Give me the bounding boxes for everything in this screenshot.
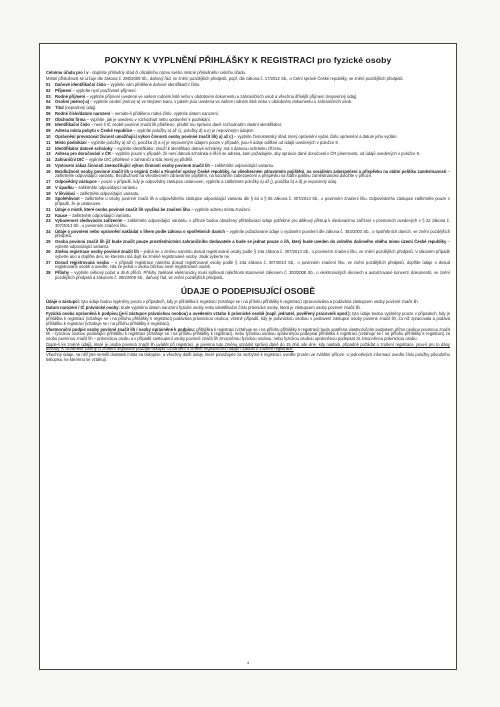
item-label: Rodné příjmení [55,93,86,99]
item-label: Změna registrace osoby povinné značit lih [55,249,139,255]
item-number: 23 [46,218,51,224]
signatory-paragraph-text: přihláška k registraci (vztahuje se i na přílohu přihlášky k registraci) bude opatřena vlastnoručním podpisem přímo osobou povinnou značit lih – fyzickou osobou podávající přihlášku k registraci (vztahuje se i na přílohu přihlášky k registraci), nebo fyzickou osobou oprávněnou podepsat přihlášku k registraci (vztahuje se i na přílohu přihlášky k registraci) za osobu povinnou značit lih – právnickou osobu a v případě zastoupení osoby povinné značit lih zmocněnou fyzickou osobou, nebo fyzickou osobou oprávněnou podepsat za zmocněnou právnickou osobu. [46,326,450,341]
signatory-paragraph [46,312,450,326]
intro-paragraph [46,71,450,76]
signatory-section [46,300,450,362]
item-number: 16 [46,168,51,174]
signatory-paragraph-text: tyto údaje budou vyplněny pouze v případech, kdy je přihláška k registraci (vztahuje se i na přílohu přihlášky k registraci) zpracovávána a podávána zástupcem osoby povinné značit lih. [80,299,419,305]
item-label: Příjmení [55,87,72,93]
item-number: 04 [46,99,51,105]
item-number: 20 [46,196,51,202]
item-number: 02 [46,87,51,93]
item-text: – jedná se o změnu namísto dosud registrované osoby podle § 24a zákona č. 307/2013 Sb., o povinném značení lihu, ve znění pozdějších předpisů. V takovém případě vyberte ano a doplňte den, ke kterému má dojít ke změně registrované osoby. Jinak vyberte ne. [55,249,450,260]
instruction-item [46,271,450,280]
instruction-item [46,170,450,179]
item-text: – není-li IČ osobě povinné značit lih přiděleno, předtiť mu správce daně rozhodnutím vlastní identifikátor. [89,122,283,128]
item-number: 18 [46,184,51,190]
intro-paragraph-text: Místní příslušnost se určuje dle zákona č. 280/2009 Sb., daňový řád, ve znění pozdějších předpisů, popř. dle zákona č. 17/2012 Sb., o Celní správě České republiky, ve znění pozdějších předpisů. [46,75,404,81]
item-text: – vyplníte živnostenský úřad, který oprávnění vydal, číslo oprávnění a datum jeho vydání. [232,134,398,139]
item-label: Osobní jméno(-a) [55,99,90,105]
item-text: – vyplníte požadované údaje o vydaném povolení dle zákona č. 353/2003 Sb., o spotřebních daních, ve znění pozdějších předpisů. [55,228,450,239]
item-text: – vyplníte nyní používané příjmení. [71,87,137,93]
item-body [55,230,450,239]
item-text: – vyplníte, jak je uvedeno v rozhodnutí nebo oprávnění k podnikání. [85,116,211,122]
item-label: V úpadku [55,184,74,190]
item-body [55,240,450,249]
item-label: Kauce [55,212,68,218]
item-number: 25 [46,239,51,245]
item-text: (nepovinný údaj). [63,105,97,111]
item-text: – vyplníte vám přidělené daňové identifikační číslo. [105,81,201,87]
item-number: 22 [46,212,51,218]
item-label: Přílohy [55,270,70,276]
signatory-paragraph [46,328,450,342]
item-label: Místo podnikání [55,139,87,145]
signatory-paragraph-label: Datum narození / IČ právnické osoby: [46,305,120,311]
item-text: – zaškrtněte odpovídající variantu. Bezdlužnost na všeobecném zdravotním pojištění, na sociálním zabezpečení a příspěvku na státní politiku zaměstnanosti doložíte v příloze. [55,168,450,179]
item-text: – zaškrtněte odpovídající variantu. [73,184,138,190]
item-number: 21 [46,206,51,212]
item-label: Rodné číslo/datum narození [55,110,111,116]
item-label: Adresa místa pobytu v České republice [55,128,133,134]
item-label: Adresa pro doručování v ČR [55,151,111,157]
item-text: – vyplníte položky a) až c), položka d) a e) je nepovinným údajem pouze v případě, jsou-li údaje odlišné od údajů uvedených v položce 9. [86,139,339,145]
instruction-list [46,83,450,280]
item-number: 07 [46,116,51,122]
page-number: 4 [246,661,250,665]
item-number: 14 [46,157,51,163]
item-body [55,250,450,259]
item-body [55,261,450,270]
item-text: – vyplníte celkový počet a druh příloh. Přílohy zasílané elektronicky musí splňovat náležitosti stanovené zákonem č. 300/2008 Sb., o elektronických úkonech a autorizované konverzi dokumentů, ve znění pozdějších předpisů a zákonem č. 280/2009 Sb., daňový řád, ve znění pozdějších předpisů. [55,270,450,280]
item-text: – vyplníte osobní jméno(-a) ve stejném tvaru, v jakém jsou uvedena ve vašem rodném listě nebo v obdobném dokumentu u zahraničních osob. [89,99,353,105]
signatory-paragraph-label: Údaje o zástupci: [46,299,81,305]
item-label: Dosud registrovaná osoba [55,259,109,265]
item-number: 12 [46,145,51,151]
item-text: – pouze v případě, kdy je odpovědný zástupce ustanoven, vyplníte a zaškrtnete položky a) až j), položka b) a d) je nepovinný údaj. [96,179,337,185]
item-text: – vyplníte identifikátor, slouží k identifikaci datové schránky, má 4 datovou schránku zřízenu. [112,145,283,151]
item-label: Obchodní firma [55,116,86,122]
instruction-item [46,100,450,105]
item-label: Titul [55,105,64,111]
section-title-signatory: ÚDAJE O PODEPISUJÍCÍ OSOBĚ [180,286,316,297]
instruction-item [46,261,450,270]
item-text: – vyplníte pouze v případě, že není datová schránka a liší-li se adresa, kam požadujete, aby správce daně doručoval v ČR písemnosti, od údajů uvedených v položce 9. [110,151,421,157]
item-label: Spolehlivost [55,196,80,202]
item-label: Identifikační číslo [55,122,90,128]
signatory-paragraph-text: tyto údaje budou vyplněny pouze v případech, kdy je přihláška k registraci (vztahuje se i na přílohu přihlášky k registraci) podávána právnickou osobou, včetně případů, kdy je právnickou osobou v postavení zástupce osoby povinné značit lih, za níž zpracovala a podává přihlášku k registraci (vztahuje se i na přílohu přihlášky k registraci). [46,311,450,326]
item-number: 15 [46,162,51,168]
signatory-paragraph-underlined: Dojde-li ke změně údajů, které je osoba povinná značit lih uvádět při registraci, je povinna tuto změnu oznámit správci daně do 15 dnů ode dne, kdy nastala, případně požádat o zrušení registrace, jsou-li pro to dány důvody. K oznámení změny či zrušení registrace použijte tiskopis Oznámení o změně registračních údajů / Žádost o zrušení registrace. [46,341,450,352]
item-label: Osoba povinná značit lih již bude značit pouze prostřednictvím zahraničního dodavatele a bude se jednat pouze o lih, který bude uveden do volného daňového oběhu mimo území České republiky [55,239,447,245]
item-number: 09 [46,128,51,134]
item-label: Údaje o povolení nebo oprávnění nakládat s lihem podle zákona o spotřebních daních [55,228,226,234]
item-text: – vyplníte DIČ přidělené v zahraničí a stát, který jej přidělil. [84,157,193,163]
instruction-item [46,230,450,239]
item-number: 17 [46,179,51,185]
item-number: 26 [46,249,51,255]
signatory-paragraph [46,343,450,352]
intro-section [46,71,450,82]
item-text: – zaškrtněte odpovídající variantu. [209,162,275,168]
item-number: 24 [46,228,51,234]
item-label: Odpovědný zástupce [55,179,97,185]
item-body [55,271,450,280]
item-number: 13 [46,151,51,157]
item-number: 03 [46,93,51,99]
intro-paragraph [46,77,450,82]
item-number: 11 [46,139,51,145]
item-number: 01 [46,81,51,87]
instruction-item [46,197,450,206]
item-number: 28 [46,270,51,276]
signatory-paragraph-label: Vlastnoruční podpis osoby povinné značit lih / osoby oprávněné k podpisu: [46,326,196,332]
item-label: Oprávnění provozovat živnost umožňující výkon činnosti osoby povinné značit lih) a) až c) [55,134,233,139]
signatory-paragraph-label: Fyzická osoba oprávněná k podpisu (je-li zástupce právnickou osobou) a uvedením vztahu k právnické osobě (např. jednatel, pověřený pracovník apod.): [46,311,351,317]
item-body [55,170,450,179]
item-body [55,219,450,228]
item-label: Údaje o místě, které osoba povinné značit lih využívá ke značení lihu [55,206,191,212]
item-text: – vyberte odpovídající variantu. [55,239,450,249]
item-body [55,197,450,206]
item-label: Vyslovení zákaz činnosti znemožňující výkon činnosti osoby povinné značit lih [55,162,210,168]
item-text: – zaškrtněte odpovídající variantu. [75,190,140,196]
item-label: Vybavenost sledovacím zařízením [55,218,123,224]
item-label: Daňové identifikační číslo [55,81,106,87]
item-number: 06 [46,110,51,116]
document-page [39,43,457,670]
instruction-item [46,250,450,259]
item-number: 08 [46,122,51,128]
intro-paragraph-text: - doplníte příslušný úřad či oficiálního názvu svého místně příslušného celního úřadu. [88,70,246,75]
signatory-paragraph [46,306,450,311]
item-number: 19 [46,190,51,196]
item-text: – vyplníte položky a) až c), položky d) a e) je nepovinným údajem. [132,128,255,134]
item-text: – zaškrtněte odpovídající variantu. [67,212,132,218]
document-title: POKYNY K VYPLNĚNÍ PŘIHLÁŠKY K REGISTRACI pro fyzické osoby [104,55,392,65]
item-text: – zaškrtněte u osoby povinné značit lih a odpovědného zástupce odpovídající variantu dle § 54 a § 55 zákona č. 307/2013 Sb., o povinném značení lihu. Odpovědného zástupce zaškrtněte pouze v případě, že je ustanoven. [55,196,450,206]
signatory-paragraph [46,300,450,305]
signatory-paragraph [46,353,450,362]
signatory-paragraph-text: bude vyplněno datum narození fyzické osoby nebo identifikační číslo právnické osoby, která je zástupcem osoby povinné značit lih. [119,305,361,311]
item-text: – v případě registrace namísto dosud registrované osoby podle § 24a zákona č. 307/2013 Sb., o povinném značení lihu, ve znění pozdějších předpisů, doplňte údaje o dosud registrované osobě a uveďte, zda se jedná o osobu blízkou nově registrované osobě. [55,259,450,270]
item-number: 05 [46,105,51,111]
item-text: – zaškrtněte odpovídající variantu, v příloze budou obsaženy přihlašovací údaje potřebné pro dálkový přístup k sledovacímu zařízení v prostorech uvedených v § 22 zákona č. 307/2013 Sb., o povinném značení lihu. [55,218,450,228]
item-body [55,100,450,105]
instruction-item [46,240,450,249]
item-text: – nemáte-li přiděleno rodné číslo, vyplníte datum narození. [110,110,220,116]
item-text: – vyplníte příjmení uvedené ve vašem rodném listě nebo v obdobném dokumentu u zahraničních osob a všechna dřívější příjmení (nepovinný údaj). [85,93,358,99]
item-label: Bezdlužnost osoby povinné značit lih u orgánů Celní a Finanční správy České republiky, na všeobecném zdravotním pojištění, na sociálním zabezpečení a příspěvku na státní politiku zaměstnanosti [55,168,447,174]
item-label: V likvidaci [55,190,76,196]
item-label: Identifikátor datové schránky [55,145,113,151]
instruction-item [46,219,450,228]
item-number: 27 [46,259,51,265]
item-number: 10 [46,134,51,139]
intro-paragraph-label: Celnímu úřadu pro / v [46,70,89,75]
item-text: – vyplníte adresu místa značení. [190,206,251,212]
signatory-paragraph-text: Všechny údaje, na něž jste neměli dostatek místa na tiskopise, a všechny další údaje, které považujete za nezbytné k registraci, uveďte prosím ve zvláštní příloze. U jednotlivých informací uveďte číslo položky původního tiskopisu, ke kterému se vztahují. [46,352,450,362]
item-label: Zahraniční DIČ [55,157,85,163]
